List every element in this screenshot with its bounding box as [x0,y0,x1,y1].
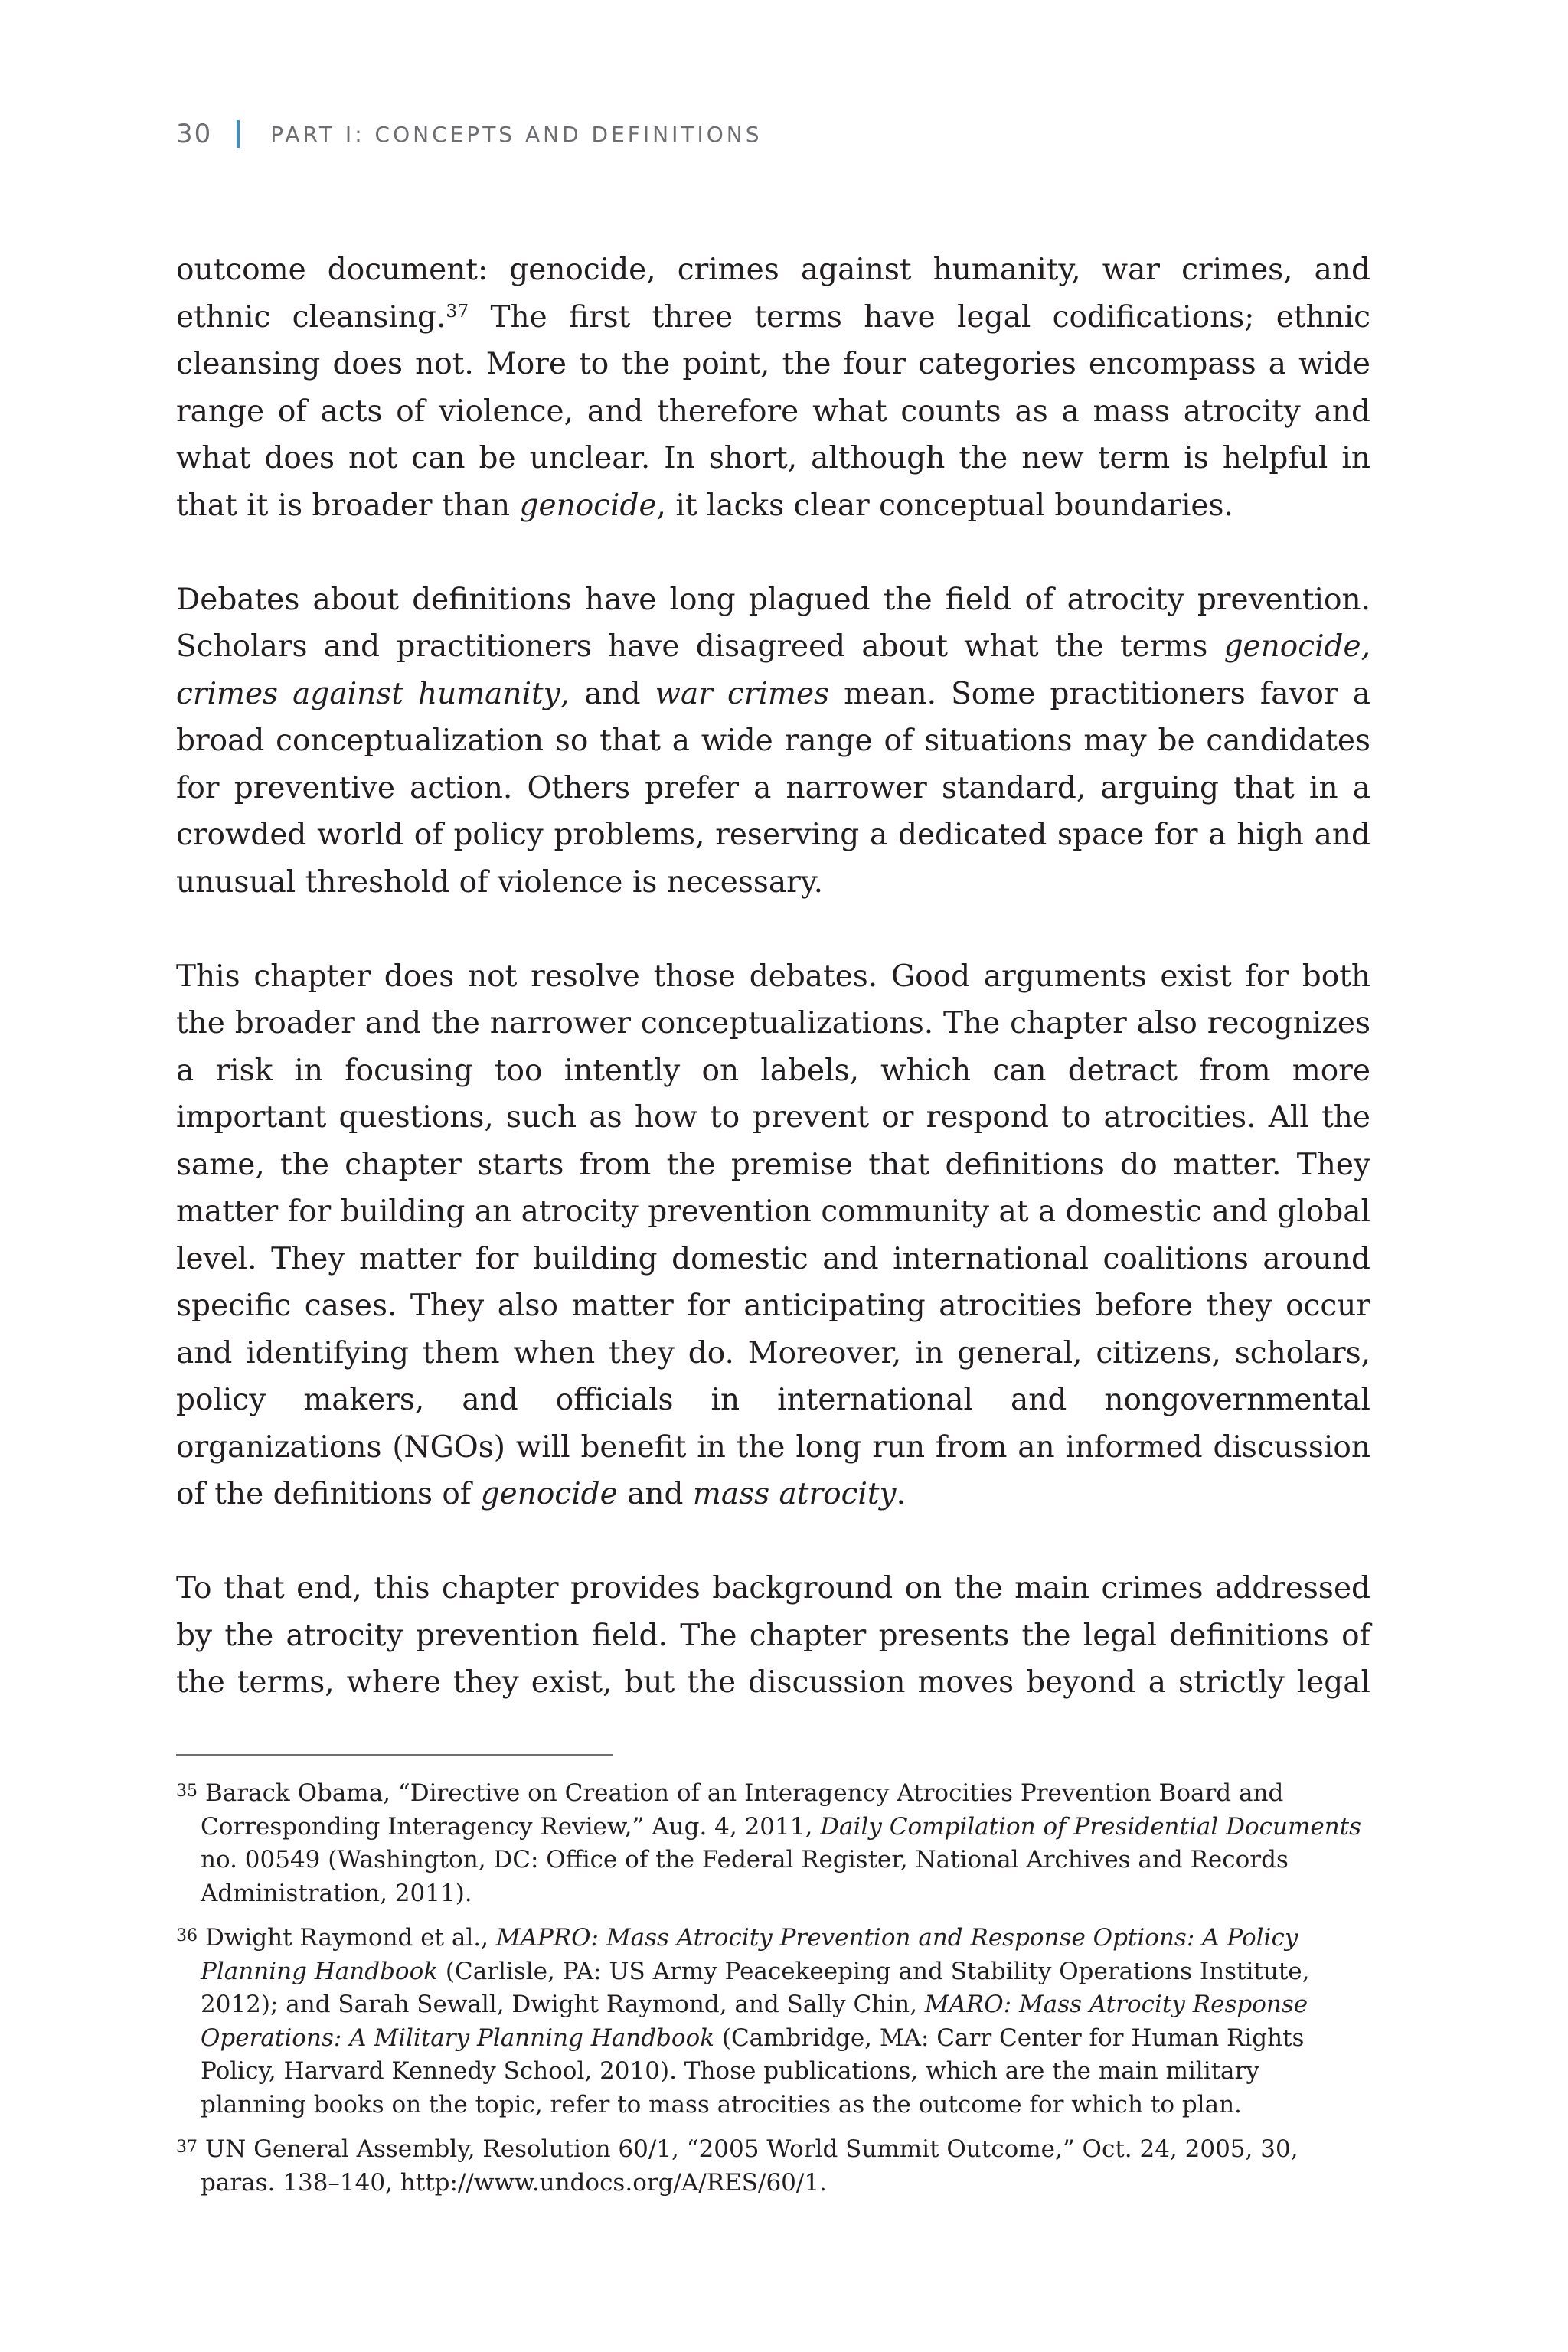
paragraph-3: This chapter does not resolve those debates. Good arguments exist for both the broader and the narrower conceptualizations. The chapter also recognizes a risk in focusing too intently on labels, which can detract from more important questions, such as how to prevent or respond to atrocities. All the same, the chapter starts from the premise that definitions do matter. They matter for building an atrocity prevention community at a domestic and global level. They matter for building domestic and international coalitions around specific cases. They also matter for anticipating atrocities before they occur and identifying them when they do. Moreover, in general, citizens, scholars, policy makers, and officials in international and nongovernmental organizations (NGOs) will benefit in the long run from an informed discussion of the definitions of genocide and mass atrocity. [176,959,1370,1511]
body-text [176,247,1370,1753]
page-number: 30 [176,119,213,149]
running-head [176,115,762,153]
section-title: PART I: CONCEPTS AND DEFINITIONS [270,121,763,147]
header-divider [237,120,240,148]
paragraph-4: To that end, this chapter provides background on the main crimes addressed by the atrocity prevention field. The chapter presents the legal definitions of the terms, where they exist, but the discussion moves beyond a strictly legal [176,1571,1370,1700]
paragraph-1: outcome document: genocide, crimes against humanity, war crimes, and ethnic cleansing.$^{37}$ The first three terms have legal codifications; ethnic cleansing does not. More to the point, the four categories encompass a wide range of acts of violence, and therefore what counts as a mass atrocity and what does not can be unclear. In short, although the new term is helpful in that it is broader than genocide, it lacks clear conceptual boundaries. [176,253,1370,523]
footnote-ref-37: 37 [446,299,469,322]
paragraph-2: Debates about definitions have long plagued the field of atrocity prevention. Scholars and practitioners have disagreed about what the terms genocide, crimes against humanity, and war crimes mean. Some practitioners favor a broad conceptualization so that a wide range of situations may be candidates for preventive action. Others prefer a narrower standard, arguing that in a crowded world of policy problems, reserving a dedicated space for a high and unusual threshold of violence is necessary. [176,582,1371,900]
footnote-35: 35 Barack Obama, “Directive on Creation of an Interagency Atrocities Prevention Board and Corresponding Interagency Review,” Aug. 4, 2011, Daily Compilation of Presidential Documents no. 00549 (Washington, DC: Office of the Federal Register, National Archives and Records Administration, 2011). [176,1779,1362,1907]
footnote-rule [176,1754,612,1756]
footnotes [176,1775,1370,2209]
footnote-37: 37 UN General Assembly, Resolution 60/1, “2005 World Summit Outcome,” Oct. 24, 2005, 30, paras. 138–140, http://www.undocs.org/A/RES/60/1. [176,2135,1298,2197]
footnote-36: 36 Dwight Raymond et al., MAPRO: Mass Atrocity Prevention and Response Options: A Policy Planning Handbook (Carlisle, PA: US Army Peacekeeping and Stability Operations Institute, 2012); and Sarah Sewall, Dwight Raymond, and Sally Chin, MARO: Mass Atrocity Response Operations: A Military Planning Handbook (Cambridge, MA: Carr Center for Human Rights Policy, Harvard Kennedy School, 2010). Those publications, which are the main military planning books on the topic, refer to mass atrocities as the outcome for which to plan. [176,1924,1310,2118]
